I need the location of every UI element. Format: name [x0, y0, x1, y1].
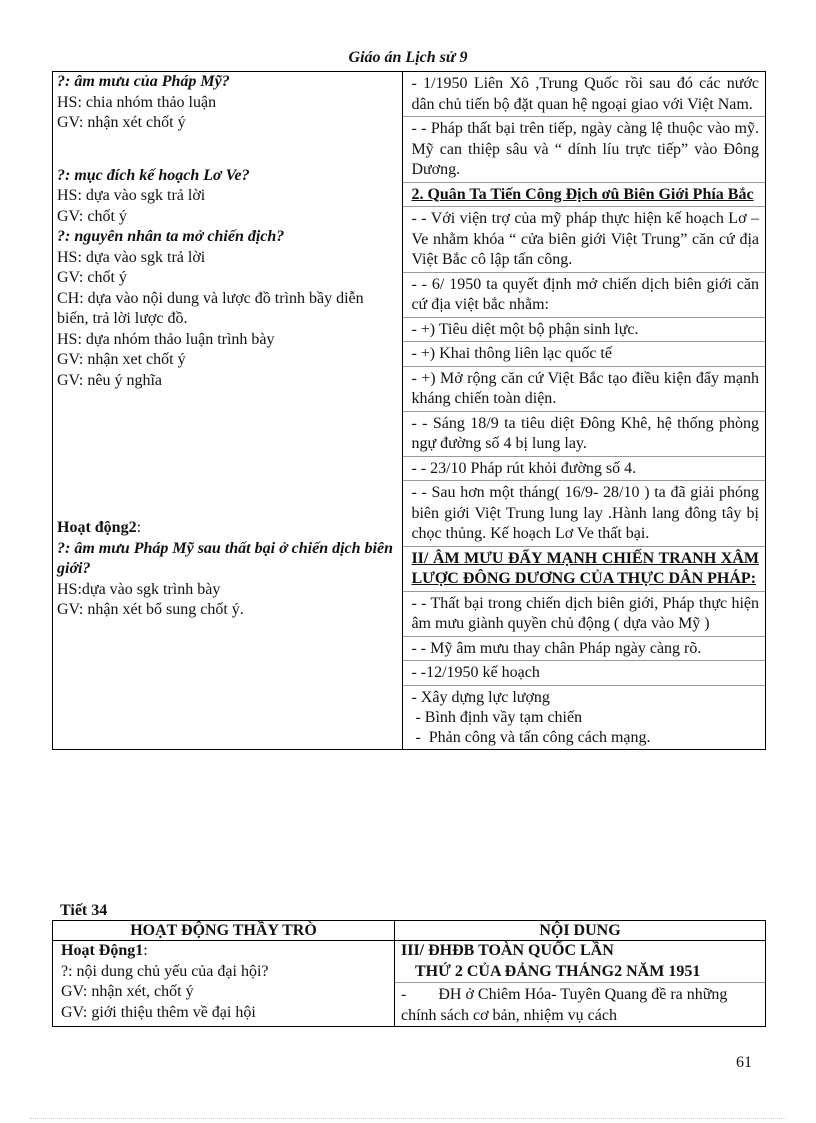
activity-2-heading: Hoạt động2: [57, 519, 142, 536]
section-heading-2: 2. Quân Ta Tiến Công Địch ơû Biên Giới Phía Bắc [403, 183, 765, 208]
content-paragraph: - ĐH ở Chiêm Hóa- Tuyên Quang đề ra những chính sách cơ bản, nhiệm vụ cách [395, 982, 765, 1026]
line: CH: dựa vào nội dung và lược đồ trình bầy diễn biến, trả lời lược đồ. [57, 289, 364, 327]
section-heading-II: II/ ÂM MƯU ĐẨY MẠNH CHIẾN TRANH XÂM LƯỢC ĐÔNG DƯƠNG CỦA THỰC DÂN PHÁP: [403, 547, 765, 592]
list-item: - Phản công và tấn công cách mạng. [411, 728, 651, 746]
activity-column [53, 941, 395, 1027]
content-paragraph: - -12/1950 kế hoạch [403, 661, 765, 686]
question-4: ?: âm mưu Pháp Mỹ sau thất bại ở chiến dịch biên giới? [57, 539, 393, 577]
line: GV: chốt ý [57, 207, 127, 225]
page-header: Giáo án Lịch sử 9 [348, 49, 468, 66]
activity-1-heading: Hoạt Động1: [61, 942, 148, 959]
line: GV: giới thiệu thêm về đại hội [61, 1003, 256, 1021]
content-column [403, 72, 766, 750]
line: ?: nội dung chủ yếu của đại hội? [61, 962, 269, 980]
line: GV: nhận xét bổ sung chốt ý. [57, 601, 244, 618]
page-bottom-divider [30, 1118, 786, 1119]
page-number: 61 [736, 1054, 752, 1071]
list-item: - Bình định vầy tạm chiến [411, 708, 583, 726]
content-paragraph: - +) Khai thông liên lạc quốc tế [403, 342, 765, 367]
lesson-table-1 [52, 71, 766, 750]
content-paragraph: - +) Tiêu diệt một bộ phận sinh lực. [403, 318, 765, 343]
line: GV: nêu ý nghĩa [57, 371, 163, 389]
content-paragraph: - 1/1950 Liên Xô ,Trung Quốc rồi sau đó các nước dân chủ tiến bộ đặt quan hệ ngoại giao với Việt Nam. [403, 72, 765, 117]
line: HS: dựa vào sgk trả lời [57, 248, 206, 266]
lesson-label: Tiết 34 [60, 902, 108, 919]
content-paragraph: - +) Mở rộng căn cứ Việt Bắc tạo điều kiện đẩy mạnh kháng chiến toàn diện. [403, 367, 765, 412]
line: GV: nhận xét, chốt ý [61, 983, 194, 1000]
heading-line: III/ ĐHĐB TOÀN QUỐC LẦN [401, 942, 614, 959]
content-paragraph: - - Pháp thất bại trên tiếp, ngày càng lệ thuộc vào mỹ. Mỹ can thiệp sâu và “ dính líu trực tiếp” vào Đông Dương. [403, 117, 765, 183]
question-3: ?: nguyên nhân ta mở chiến địch? [57, 228, 285, 245]
line: GV: chốt ý [57, 269, 127, 286]
line: HS: dựa nhóm thảo luận trình bày [57, 330, 275, 348]
list-item: - Xây dựng lực lượng [411, 688, 550, 706]
lesson-table-2 [52, 920, 766, 1027]
content-paragraph: - - Sáng 18/9 ta tiêu diệt Đông Khê, hệ thống phòng ngự đường số 4 bị lung lay. [403, 412, 765, 457]
heading-line: THỨ 2 CỦA ĐẢNG THÁNG2 NĂM 1951 [415, 962, 701, 980]
content-paragraph: - - Thất bại trong chiến dịch biên giới, Pháp thực hiện âm mưu giành quyền chủ động ( dựa vào Mỹ ) [403, 592, 765, 637]
column-header-content: NỘI DUNG [395, 921, 766, 941]
line: GV: nhận xét chốt ý [57, 114, 186, 131]
content-paragraph: - - Sau hơn một tháng( 16/9- 28/10 ) ta đã giải phóng biên giới Việt Trung lung lay .Hành lang đông tây bị chọc thủng. Kế hoạch Lơ Ve thất bại. [403, 481, 765, 547]
content-column [395, 941, 766, 1027]
line: HS:dựa vào sgk trình bày [57, 580, 221, 598]
section-heading-III [395, 941, 765, 982]
activity-column [53, 72, 403, 750]
question-2: ?: mục đích kế hoạch Lơ Ve? [57, 166, 250, 184]
content-paragraph: - - Với viện trợ của mỹ pháp thực hiện kế hoạch Lơ – Ve nhằm khóa “ cửa biên giới Việt Trung” căn cứ địa Việt Bắc cô lập tấn công. [403, 207, 765, 273]
line: HS: dựa vào sgk trả lời [57, 187, 206, 204]
content-paragraph: - - 23/10 Pháp rút khỏi đường số 4. [403, 457, 765, 482]
question-1: ?: âm mưu của Pháp Mỹ? [57, 73, 230, 90]
content-list [403, 686, 765, 749]
line: HS: chia nhóm thảo luận [57, 93, 217, 111]
content-paragraph: - - Mỹ âm mưu thay chân Pháp ngày càng rõ. [403, 637, 765, 662]
content-paragraph: - - 6/ 1950 ta quyết định mở chiến dịch biên giới căn cứ địa việt bắc nhằm: [403, 273, 765, 318]
line: GV: nhận xet chốt ý [57, 351, 186, 368]
column-header-activity: HOẠT ĐỘNG THẦY TRÒ [53, 921, 395, 941]
